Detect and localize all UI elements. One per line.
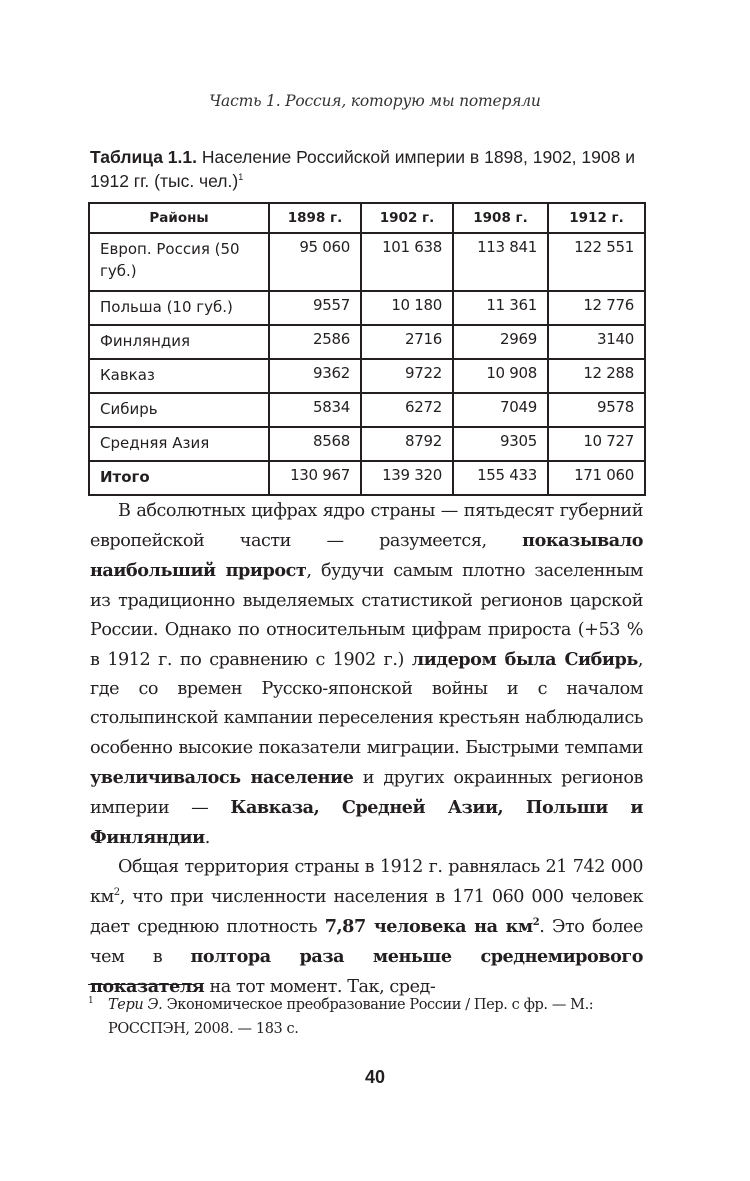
value-cell: 12 776 (548, 291, 645, 325)
running-head: Часть 1. Россия, которую мы потеряли (209, 92, 541, 110)
body-text (90, 497, 643, 1002)
value-cell: 9578 (548, 393, 645, 427)
population-table (88, 202, 646, 496)
column-header-1898: 1898 г. (269, 203, 361, 233)
emphasized-text: увеличивалось население (90, 766, 354, 788)
region-cell-total: Итого (89, 461, 269, 495)
value-cell: 9557 (269, 291, 361, 325)
value-cell: 9305 (453, 427, 548, 461)
value-cell: 101 638 (361, 233, 453, 291)
value-cell: 12 288 (548, 359, 645, 393)
value-cell: 5834 (269, 393, 361, 427)
table-total-row (89, 461, 645, 495)
table-caption (90, 145, 650, 193)
value-cell: 8568 (269, 427, 361, 461)
region-cell: Кавказ (89, 359, 269, 393)
value-cell: 9362 (269, 359, 361, 393)
emphasized-text: лидером была Сибирь (411, 649, 638, 671)
footnote-author: Тери Э. (108, 997, 163, 1013)
region-cell: Финляндия (89, 325, 269, 359)
value-cell: 2716 (361, 325, 453, 359)
text-run: . Это более чем в (90, 916, 643, 968)
emphasized-text: Кавказа, Средней Азии, Польши и Финляндии (90, 797, 643, 849)
text-run: Общая территория страны в 1912 г. равнялась 21 742 000 км (90, 857, 643, 907)
footnote-text-continued: РОССПЭН, 2008. — 183 с. (108, 1021, 299, 1037)
value-cell: 95 060 (269, 233, 361, 291)
value-cell: 11 361 (453, 291, 548, 325)
footnote (88, 993, 648, 1041)
table-row (89, 427, 645, 461)
value-cell: 9722 (361, 359, 453, 393)
value-cell: 3140 (548, 325, 645, 359)
text-run: на тот момент. Так, сред- (204, 977, 436, 998)
table-header-row (89, 203, 645, 233)
footnote-reference[interactable]: 1 (238, 172, 244, 183)
footnote-mark: 1 (88, 996, 94, 1006)
table-row (89, 291, 645, 325)
text-run: , будучи самым плотно заселенным из традиционно выделяемых статистикой регионов царской России. Однако по относительным цифрам прироста (+53 % в 1912 г. по сравнению с 1902 г.) (90, 561, 643, 671)
column-header-region: Районы (89, 203, 269, 233)
table-row (89, 393, 645, 427)
value-cell: 113 841 (453, 233, 548, 291)
table-row (89, 359, 645, 393)
text-run: и других окраинных регионов империи — (90, 767, 643, 819)
text-run: , где со времен Русско-японской войны и с началом столыпинской кампании переселения крестьян наблюдались особенно высокие показатели миграции. Быстрыми темпами (90, 650, 643, 758)
footnote-text: Экономическое преобразование России / Пер. с фр. — М.: (162, 997, 594, 1013)
table-row (89, 325, 645, 359)
column-header-1902: 1902 г. (361, 203, 453, 233)
value-cell: 10 727 (548, 427, 645, 461)
superscript: 2 (113, 886, 120, 898)
column-header-1912: 1912 г. (548, 203, 645, 233)
superscript: 2 (532, 916, 540, 928)
table-row (89, 233, 645, 291)
region-cell: Средняя Азия (89, 427, 269, 461)
table-caption-label: Таблица 1.1. (90, 147, 197, 167)
text-run: В абсолютных цифрах ядро страны — пятьдесят губерний европейской части — разумеется, (90, 501, 643, 552)
value-cell: 8792 (361, 427, 453, 461)
value-cell: 10 908 (453, 359, 548, 393)
region-cell: Европ. Россия (50 губ.) (89, 233, 269, 291)
value-cell: 10 180 (361, 291, 453, 325)
value-cell: 2586 (269, 325, 361, 359)
table-caption-text: Население Российской империи в 1898, 1902, 1908 и 1912 гг. (тыс. чел.) (90, 147, 635, 191)
emphasized-text: показывало наибольший прирост (90, 530, 643, 582)
emphasized-text: полтора раза меньше среднемирового показателя (90, 946, 643, 998)
value-cell: 155 433 (453, 461, 548, 495)
text-run: , что при численности населения в 171 060 000 человек дает среднюю плотность (90, 886, 643, 937)
paragraph (90, 497, 643, 853)
footnote-divider (88, 984, 195, 985)
emphasized-text: 7,87 человека на км (324, 915, 533, 937)
region-cell: Сибирь (89, 393, 269, 427)
value-cell: 2969 (453, 325, 548, 359)
value-cell: 171 060 (548, 461, 645, 495)
region-cell: Польша (10 губ.) (89, 291, 269, 325)
text-run: . (204, 828, 210, 849)
value-cell: 122 551 (548, 233, 645, 291)
page-number: 40 (364, 1067, 386, 1087)
value-cell: 7049 (453, 393, 548, 427)
value-cell: 130 967 (269, 461, 361, 495)
paragraph (90, 853, 643, 1002)
value-cell: 139 320 (361, 461, 453, 495)
column-header-1908: 1908 г. (453, 203, 548, 233)
value-cell: 6272 (361, 393, 453, 427)
